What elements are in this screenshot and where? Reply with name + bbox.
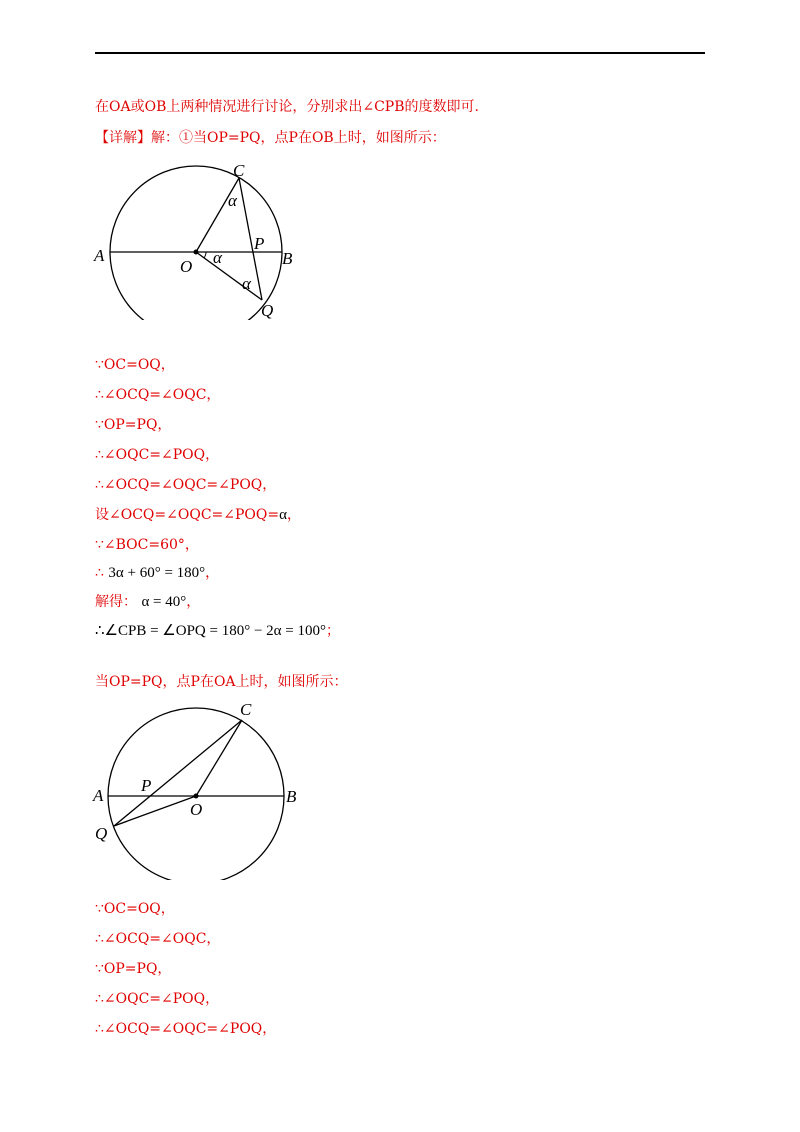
step-2: ∴∠OCQ=∠OQC， (95, 387, 221, 403)
fig1-label-P: P (254, 234, 265, 253)
step-1: ∵OC=OQ， (95, 357, 175, 373)
step2-1: ∵OC=OQ， (95, 901, 175, 917)
step-4: ∴∠OQC=∠POQ， (95, 447, 220, 463)
step-let: 设∠OCQ=∠OQC=∠POQ=α， (95, 507, 301, 523)
fig2-label-C: C (240, 700, 252, 719)
fig1-label-Q: Q (261, 301, 274, 320)
step-boc: ∵∠BOC=60°， (95, 537, 199, 553)
fig1-angle-alpha-o: α (213, 248, 222, 267)
fig2-label-P: P (141, 776, 152, 795)
fig1-label-C: C (233, 161, 245, 180)
step-5: ∴∠OCQ=∠OQC=∠POQ， (95, 477, 277, 493)
step-result: ∴∠CPB = ∠OPQ = 180° − 2α = 100°； (95, 623, 340, 639)
step2-3: ∵OP=PQ， (95, 961, 172, 977)
fig2-label-O: O (190, 800, 203, 819)
step-3: ∵OP=PQ， (95, 417, 172, 433)
fig1-label-B: B (282, 249, 293, 268)
fig2-label-Q: Q (95, 824, 108, 843)
figure-2-circle-diagram (90, 700, 320, 880)
step2-4: ∴∠OQC=∠POQ， (95, 991, 220, 1007)
case2-heading: 当OP=PQ，点P在OA上时，如图所示： (95, 674, 348, 690)
fig1-label-A: A (94, 246, 105, 265)
step-solve: 解得： α = 40°， (95, 594, 201, 610)
figure-1-circle-diagram (90, 160, 320, 320)
fig1-angle-alpha-q: α (242, 274, 251, 293)
header-rule (95, 52, 705, 54)
step-equation: ∴ 3α + 60° = 180°， (95, 565, 220, 581)
detail-heading: 【详解】解：①当OP=PQ，点P在OB上时，如图所示： (95, 130, 446, 146)
fig2-label-B: B (286, 787, 297, 806)
fig1-label-O: O (180, 257, 193, 276)
step2-2: ∴∠OCQ=∠OQC， (95, 931, 221, 947)
intro-text: 在OA或OB上两种情况进行讨论，分别求出∠CPB的度数即可. (95, 99, 479, 115)
fig1-angle-alpha-c: α (228, 191, 237, 210)
step2-5: ∴∠OCQ=∠OQC=∠POQ， (95, 1021, 277, 1037)
fig2-label-A: A (93, 786, 104, 805)
